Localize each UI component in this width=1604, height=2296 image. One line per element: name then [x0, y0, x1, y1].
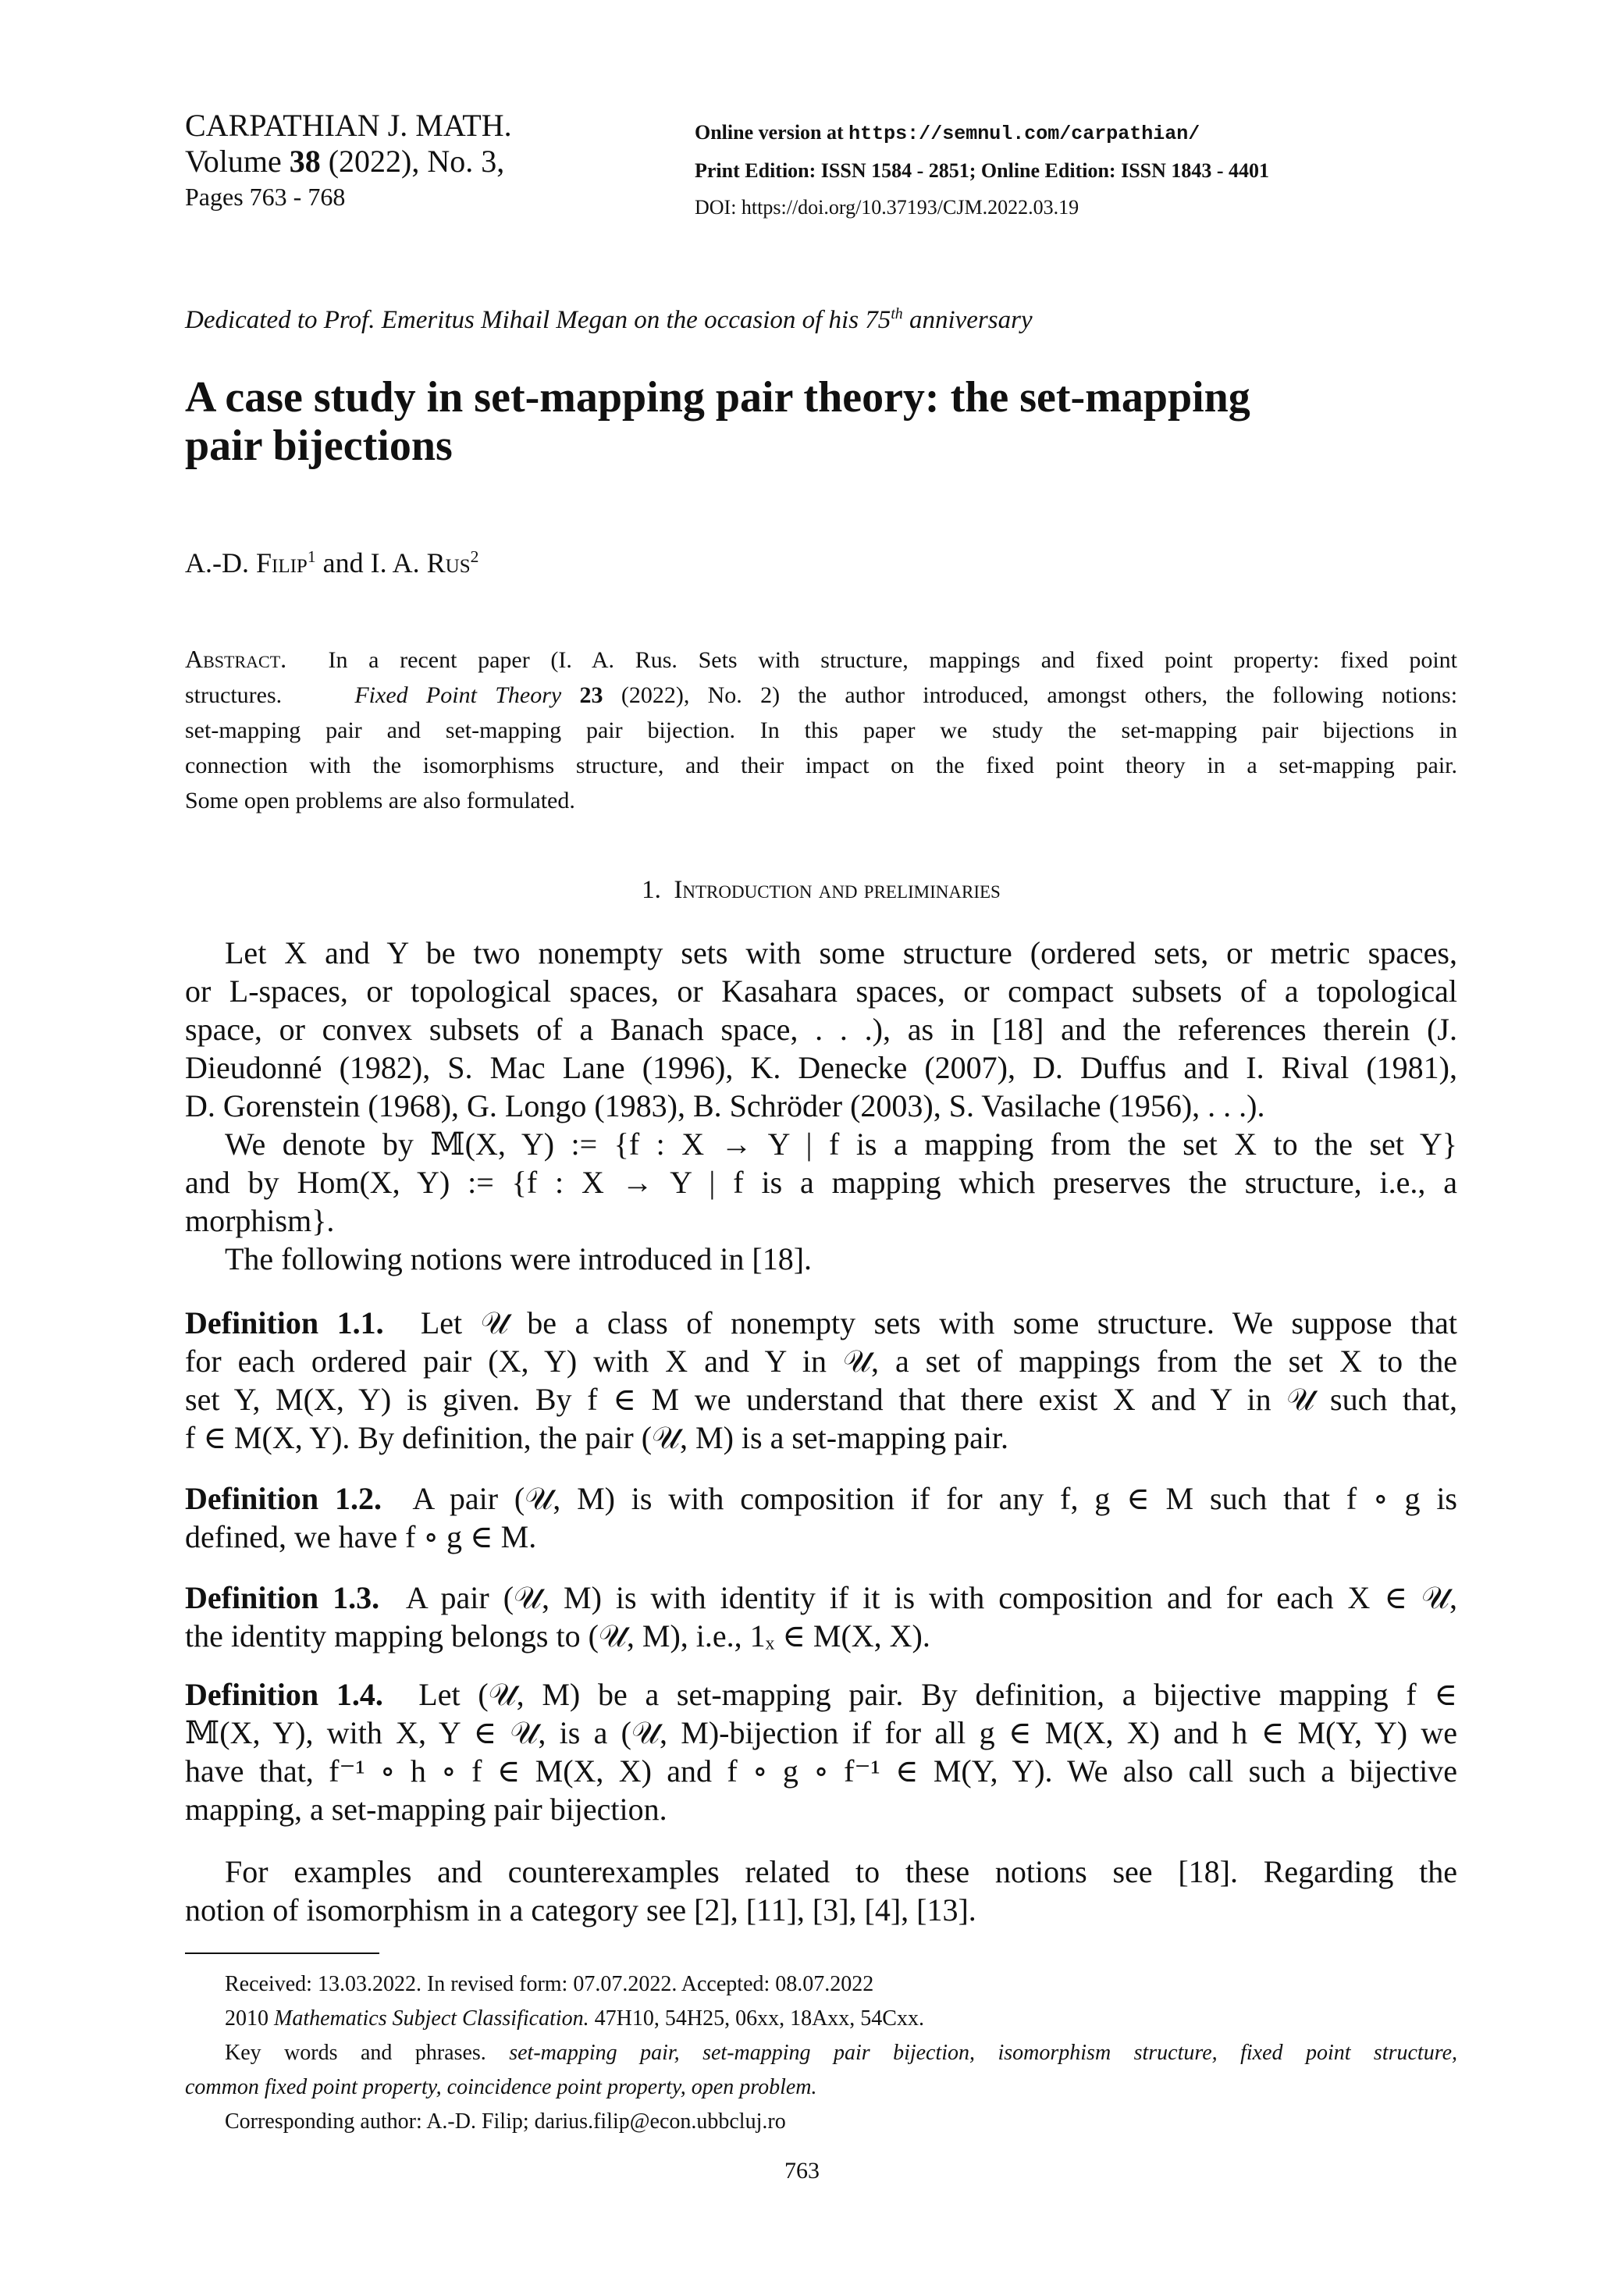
definition-1-3: Definition 1.3. A pair (𝒰, M) is with identity if it is with composition and for each X ∈ 𝒰, the identity mapping belongs to (𝒰, M), i.e., 1ₓ ∈ M(X, X).: [185, 1580, 1458, 1653]
definition-1-2: Definition 1.2. A pair (𝒰, M) is with composition if for any f, g ∈ M such that f ∘ g is defined, we have f ∘ g ∈ M.: [185, 1481, 1458, 1554]
definition-label: Definition 1.4.: [185, 1677, 383, 1712]
abstract: Abstract. In a recent paper (I. A. Rus. Sets with structure, mappings and fixed point property: fixed point structures. Fixed Point Theory 23 (2022), No. 2) the author introduced, amongst others, the following notions: set-mapping pair and set-mapping pair bijection. In this paper we study the set-mapping pair bijections in connection with the isomorphisms structure, and their impact on the fixed point theory in a set-mapping pair. Some open problems are also formulated.: [185, 645, 1458, 813]
journal-url-link[interactable]: https://semnul.com/carpathian/: [848, 123, 1200, 145]
keywords: Key words and phrases. set-mapping pair, set-mapping pair bijection, isomorphism structure, fixed point structure,: [225, 2041, 1457, 2065]
page-number: 763: [784, 2158, 820, 2184]
author-line: A.-D. Filip$^1$ and I. A. Rus$^2$: [185, 547, 479, 578]
page-range: Pages 763 - 768: [185, 183, 346, 211]
journal-name: CARPATHIAN J. MATH.: [185, 108, 512, 143]
footnotes: [185, 1967, 1457, 2139]
dedication: Dedicated to Prof. Emeritus Mihail Megan on the occasion of his 75th anniversary: [185, 305, 1033, 334]
section-heading: 1. Introduction and preliminaries: [642, 876, 1001, 904]
footnote-divider: [185, 1952, 379, 1954]
publication-info: [695, 114, 1269, 226]
msc-classification: 2010 Mathematics Subject Classification. 47H10, 54H25, 06xx, 18Axx, 54Cxx.: [225, 2006, 924, 2031]
closing-paragraph: For examples and counterexamples related to these notions see [18]. Regarding the notion of isomorphism in a category see [2], [11], [3], [4], [13].: [185, 1854, 1457, 1928]
corresponding-author: Corresponding author: A.-D. Filip; darius.filip@econ.ubbcluj.ro: [225, 2109, 786, 2134]
definition-label: Definition 1.1.: [185, 1305, 384, 1340]
definition-label: Definition 1.3.: [185, 1580, 380, 1615]
author-rus: Rus: [426, 547, 471, 578]
intro-paragraph-1: Let X and Y be two nonempty sets with some structure (ordered sets, or metric spaces, or L-spaces, or topological spaces, or Kasahara spaces, or compact subsets of a topological space, or convex subsets of a Banach space, . . .), as in [18] and the references therein (J. Dieudonné (1982), S. Mac Lane (1996), K. Denecke (2007), D. Duffus and I. Rival (1981), D. Gorenstein (1968), G. Longo (1983), B. Schröder (2003), S. Vasilache (1956), . . .).: [185, 935, 1457, 1123]
definition-1-4: Definition 1.4. Let (𝒰, M) be a set-mapping pair. By definition, a bijective mapping f ∈ 𝕄(X, Y), with X, Y ∈ 𝒰, is a (𝒰, M)-bijection if for all g ∈ M(X, X) and h ∈ M(Y, Y) we have that, f⁻¹ ∘ h ∘ f ∈ M(X, X) and f ∘ g ∘ f⁻¹ ∈ M(Y, Y). We also call such a bijective mapping, a set-mapping pair bijection.: [185, 1677, 1457, 1827]
paper-title: A case study in set-mapping pair theory: the set-mapping pair bijections: [185, 373, 1250, 470]
volume-info: Volume 38 (2022), No. 3,: [185, 144, 505, 179]
abstract-label: Abstract.: [185, 645, 287, 673]
issn-info: Print Edition: ISSN 1584 - 2851; Online Edition: ISSN 1843 - 4401: [695, 159, 1270, 182]
journal-info: [185, 108, 512, 214]
intro-paragraph-2: We denote by 𝕄(X, Y) := {f : X → Y | f is a mapping from the set X to the set Y} and by Hom(X, Y) := {f : X → Y | f is a mapping which preserves the structure, i.e., a morphism}.: [185, 1127, 1457, 1238]
received-dates: Received: 13.03.2022. In revised form: 07.07.2022. Accepted: 08.07.2022: [225, 1972, 874, 1996]
definition-1-1: Definition 1.1. Let 𝒰 be a class of nonempty sets with some structure. We suppose that for each ordered pair (X, Y) with X and Y in 𝒰, a set of mappings from the set X to the set Y, M(X, Y) is given. By f ∈ M we understand that there exist X and Y in 𝒰 such that, f ∈ M(X, Y). By definition, the pair (𝒰, M) is a set-mapping pair.: [185, 1305, 1457, 1455]
intro-paragraph-3: The following notions were introduced in [18].: [225, 1241, 813, 1276]
author-filip: Filip: [255, 547, 308, 578]
online-version: Online version at https://semnul.com/carpathian/: [695, 121, 1200, 145]
keywords-continued: common fixed point property, coincidence point property, open problem.: [185, 2075, 817, 2099]
definition-label: Definition 1.2.: [185, 1481, 382, 1516]
doi-link[interactable]: DOI: https://doi.org/10.37193/CJM.2022.03.19: [695, 196, 1079, 219]
